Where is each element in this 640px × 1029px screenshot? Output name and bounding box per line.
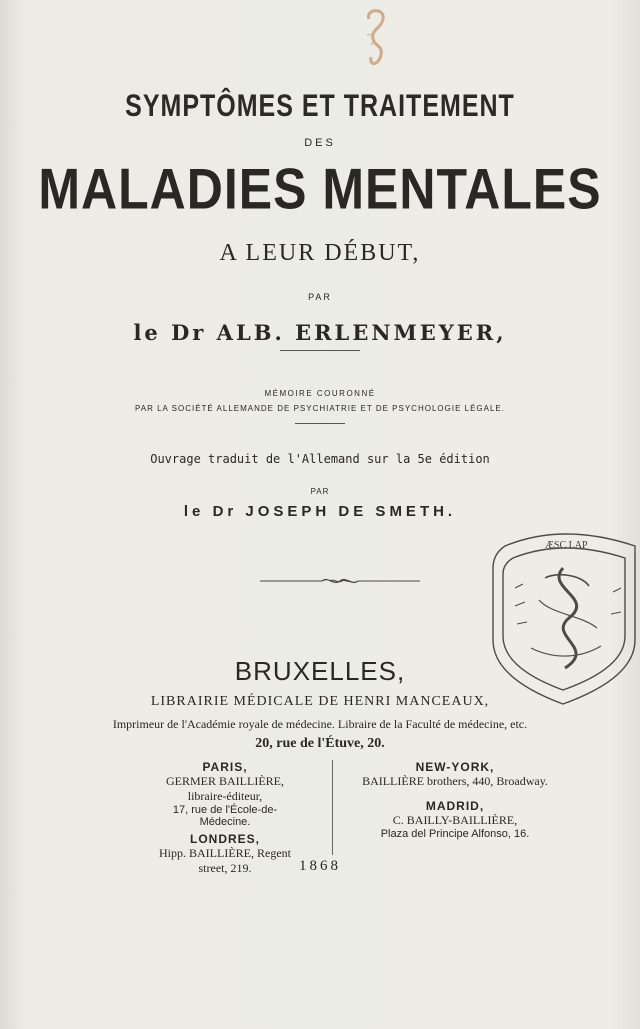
publisher-name: LIBRAIRIE MÉDICALE DE HENRI MANCEAUX, xyxy=(150,694,490,709)
agents-right xyxy=(350,760,560,840)
translation-note: Ouvrage traduit de l'Allemand sur la 5e édition xyxy=(150,452,490,466)
agent-city-new-york: NEW-YORK, xyxy=(415,760,495,774)
agent-line: GERMER BAILLIÈRE, libraire-éditeur, xyxy=(166,774,284,803)
publisher-details: Imprimeur de l'Académie royale de médecine. Libraire de la Faculté de médecine, etc. xyxy=(112,717,528,731)
city-bruxelles: BRUXELLES, xyxy=(234,656,406,686)
separator-rule xyxy=(280,350,360,351)
par-label: PAR xyxy=(308,292,332,302)
library-stamp-icon xyxy=(485,528,640,718)
par-label-2: PAR xyxy=(310,487,330,496)
agent-city-paris: PARIS, xyxy=(202,760,248,774)
agent-city-londres: LONDRES, xyxy=(189,832,260,846)
agent-line: Hipp. BAILLIÈRE, Regent street, 219. xyxy=(159,846,291,875)
society-line: PAR LA SOCIÉTÉ ALLEMANDE DE PSYCHIATRIE ET DE PSYCHOLOGIE LÉGALE. xyxy=(135,404,505,413)
agent-line: 17, rue de l'École-de-Médecine. xyxy=(172,804,278,828)
handwritten-mark xyxy=(355,5,395,75)
agent-line: C. BAILLY-BAILLIÈRE, xyxy=(392,813,518,827)
title-des: DES xyxy=(304,137,336,149)
publication-year: 1868 xyxy=(299,858,341,874)
ornament-divider xyxy=(260,575,420,587)
agent-line: BAILLIÈRE brothers, 440, Broadway. xyxy=(362,774,548,788)
agent-city-madrid: MADRID, xyxy=(425,799,485,813)
memoire-line: MÉMOIRE COURONNÉ xyxy=(264,389,376,398)
author-name: le Dr ALB. ERLENMEYER, xyxy=(133,320,507,345)
publisher-address: 20, rue de l'Étuve, 20. xyxy=(255,736,385,751)
title-line-3: A LEUR DÉBUT, xyxy=(219,240,421,266)
stamp-text: ÆSC LAP xyxy=(545,540,588,551)
main-title: MALADIES MENTALES xyxy=(38,156,602,222)
title-line-1: SYMPTÔMES ET TRAITEMENT xyxy=(125,88,515,124)
agent-line: Plaza del Principe Alfonso, 16. xyxy=(380,828,530,840)
translator-name: le Dr JOSEPH DE SMETH. xyxy=(183,503,457,520)
separator-rule-2 xyxy=(295,423,345,424)
column-divider xyxy=(332,760,333,855)
